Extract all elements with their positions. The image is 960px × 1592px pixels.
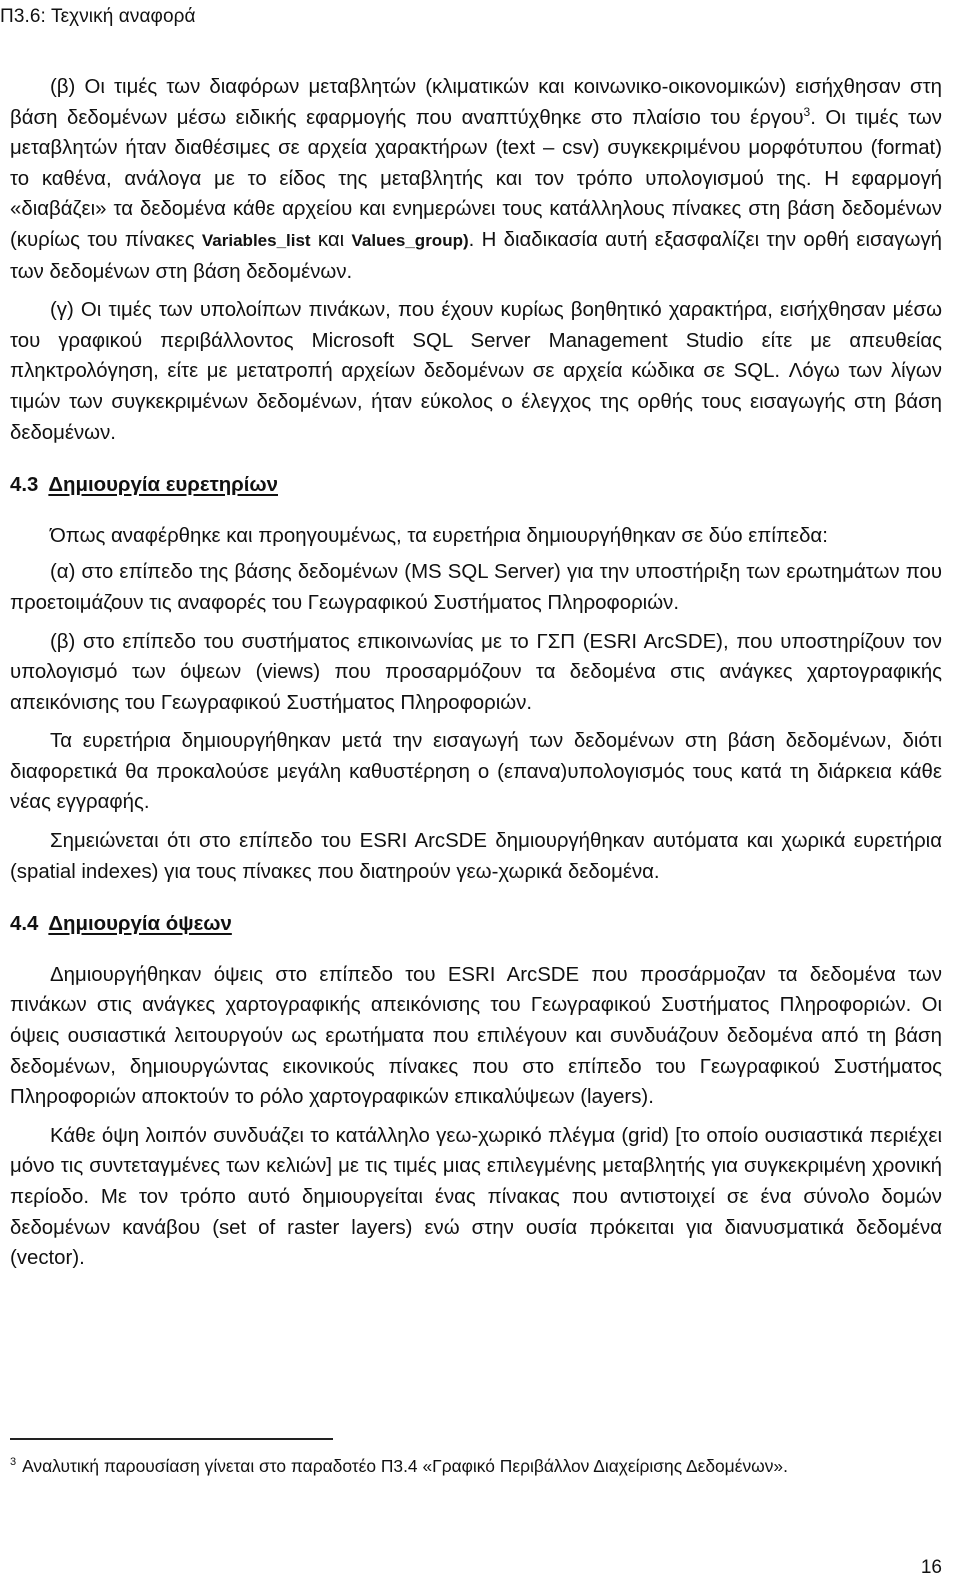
paragraph-b	[10, 72, 942, 287]
footnote-reference: 3	[803, 104, 811, 119]
footnote-separator	[10, 1438, 333, 1440]
section-heading-4-3	[10, 470, 942, 501]
paragraph: Όπως αναφέρθηκε και προηγουμένως, τα ευρετήρια δημιουργήθηκαν σε δύο επίπεδα:	[50, 524, 828, 547]
paragraph: Τα ευρετήρια δημιουργήθηκαν μετά την εισαγωγή των δεδομένων στη βάση δεδομένων, διότι διαφορετικά θα προκαλούσε μεγάλη καθυστέρηση ο (επανα)υπολογισμός τους κατά τη διάρκεια κάθε νέας εγγραφής.	[10, 730, 942, 814]
paragraph-b-text-2: . Οι τιμές των μεταβλητών ήταν διαθέσιμες σε αρχεία χαρακτήρων (text – csv) συγκεκριμένου μορφότυπου (format) το καθένα, ανάλογα με το είδος της μεταβλητής και τον τρόπο υπολογισμού της. Η εφαρμογή «διαβάζει» τα δεδομένα κάθε αρχείου και ενημερώνει τους κατάλληλους πίνακες στη βάση δεδομένων (κυρίως του πίνακες	[10, 106, 942, 251]
paragraph-b-text-3: . Η διαδικασία αυτή εξασφαλίζει την ορθή εισαγωγή των δεδομένων στη βάση δεδομένων.	[10, 228, 942, 283]
footnote-mark: 3	[10, 1456, 17, 1469]
code-variables-list: Variables_list	[201, 230, 311, 250]
document-body	[10, 72, 942, 1274]
paragraph: Κάθε όψη λοιπόν συνδυάζει το κατάλληλο γεω-χωρικό πλέγμα (grid) [το οποίο ουσιαστικά περιέχει μόνο τις συντεταγμένες των κελιών] με τις τιμές μιας επιλεγμένης μεταβλητής για συγκεκριμένη χρονική περίοδο. Με τον τρόπο αυτό δημιουργείται ένας πίνακας που αντιστοιχεί σε ένα σύνολο δομών δεδομένων κανάβου (set of raster layers) ενώ στην ουσία πρόκειται για διανυσματικά δεδομένα (vector).	[10, 1124, 942, 1270]
paragraph-b-text-1: (β) Οι τιμές των διαφόρων μεταβλητών (κλιματικών και κοινωνικο-οικονομικών) εισήχθησαν στη βάση δεδομένων μέσω ειδικής εφαρμογής που αναπτύχθηκε στο πλαίσιο του έργου	[10, 76, 942, 129]
paragraph: Δημιουργήθηκαν όψεις στο επίπεδο του ESRI ArcSDE που προσάρμοζαν τα δεδομένα των πινάκων στις ανάγκες χαρτογραφικής απεικόνισης του Γεωγραφικού Συστήματος Πληροφοριών. Οι όψεις ουσιαστικά λειτουργούν ως ερωτήματα που επιλέγουν και συνδυάζουν δεδομένα από τη βάση δεδομένων, δημιουργώντας εικονικούς πίνακες που στο επίπεδο του Γεωγραφικού Συστήματος Πληροφοριών αποκτούν το ρόλο χαρτογραφικών επικαλύψεων (layers).	[10, 963, 942, 1109]
footnote-text: Αναλυτική παρουσίαση γίνεται στο παραδοτέο Π3.4 «Γραφικό Περιβάλλον Διαχείρισης Δεδομένων».	[22, 1456, 788, 1476]
code-values-group: Values_group)	[351, 230, 469, 250]
section-number: 4.3	[10, 474, 39, 497]
footnote	[10, 1455, 788, 1477]
page-header: Π3.6: Τεχνική αναφορά	[0, 6, 196, 27]
section-title: Δημιουργία όψεων	[48, 913, 232, 936]
paragraph-b-connector: και	[310, 228, 352, 251]
paragraph: (β) στο επίπεδο του συστήματος επικοινωνίας με το ΓΣΠ (ESRI ArcSDE), που υποστηρίζουν τον υπολογισμό των όψεων (views) που προσαρμόζουν τα δεδομένα στις ανάγκες χαρτογραφικής απεικόνισης του Γεωγραφικού Συστήματος Πληροφοριών.	[10, 630, 942, 714]
section-number: 4.4	[10, 913, 39, 936]
paragraph-c: (γ) Οι τιμές των υπολοίπων πινάκων, που έχουν κυρίως βοηθητικό χαρακτήρα, εισήχθησαν μέσω του γραφικού περιβάλλοντος Microsoft SQL Server Management Studio είτε με απευθείας πληκτρολόγηση, είτε με μετατροπή αρχείων δεδομένων σε αρχεία κώδικα σε SQL. Λόγω των λίγων τιμών των συγκεκριμένων δεδομένων, ήταν εύκολος ο έλεγχος της ορθής τους εισαγωγής στη βάση δεδομένων.	[10, 299, 942, 444]
paragraph: Σημειώνεται ότι στο επίπεδο του ESRI ArcSDE δημιουργήθηκαν αυτόματα και χωρικά ευρετήρια (spatial indexes) για τους πίνακες που διατηρούν γεω-χωρικά δεδομένα.	[10, 830, 942, 883]
section-heading-4-4	[10, 909, 942, 940]
paragraph: (α) στο επίπεδο της βάσης δεδομένων (MS SQL Server) για την υποστήριξη των ερωτημάτων που προετοιμάζουν τις αναφορές του Γεωγραφικού Συστήματος Πληροφοριών.	[10, 561, 942, 614]
section-title: Δημιουργία ευρετηρίων	[48, 474, 278, 497]
page-number: 16	[920, 1557, 942, 1578]
